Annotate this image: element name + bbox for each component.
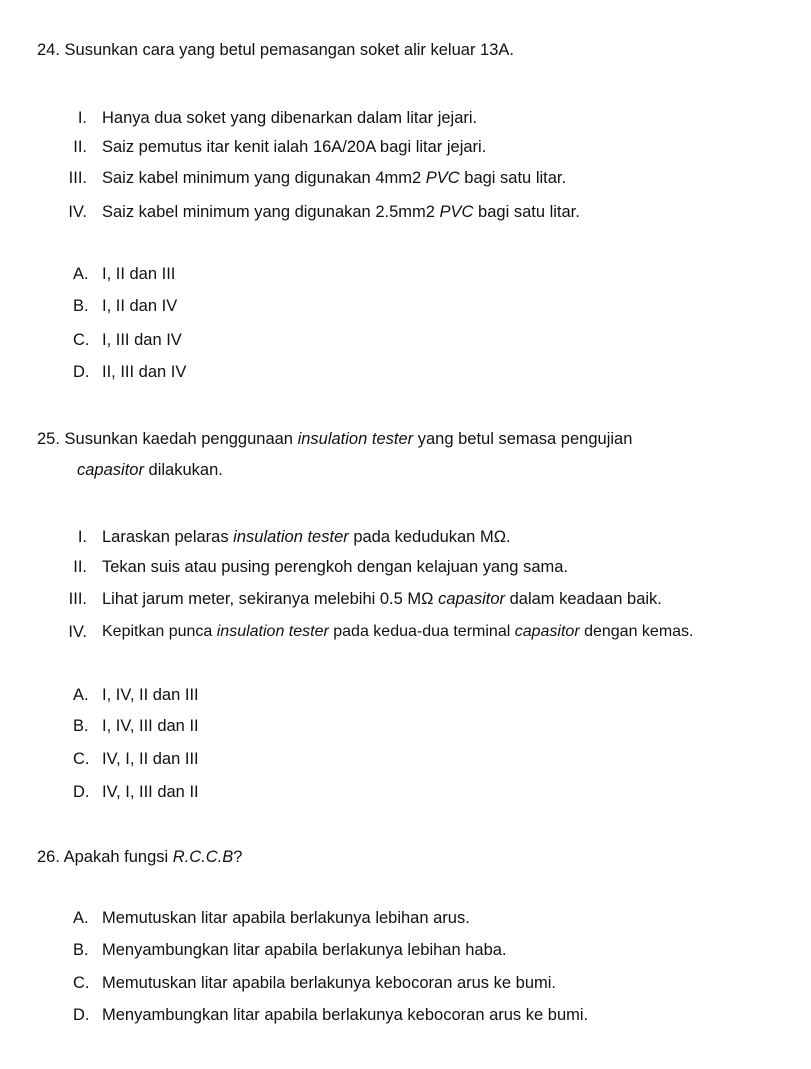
option-text: I, III dan IV [102, 331, 182, 349]
roman-numeral: II. [73, 138, 87, 156]
option-letter: D. [73, 1006, 90, 1024]
option-letter: A. [73, 686, 89, 704]
roman-numeral: I. [77, 109, 87, 127]
option-text: II, III dan IV [102, 363, 187, 381]
option-letter: B. [73, 941, 89, 959]
option-text: Memutuskan litar apabila berlakunya kebocoran arus ke bumi. [102, 974, 556, 992]
roman-numeral: III. [68, 590, 87, 608]
roman-numeral: III. [68, 169, 87, 187]
statement-text: Saiz kabel minimum yang digunakan 4mm2 PVC bagi satu litar. [102, 169, 567, 187]
question-25-continuation: capasitor dilakukan. [77, 461, 223, 479]
option-text: I, II dan III [102, 265, 176, 283]
question-26: 26. Apakah fungsi R.C.C.B? [37, 848, 243, 866]
statement-text: Laraskan pelaras insulation tester pada kedudukan MΩ. [102, 528, 511, 546]
option-text: I, II dan IV [102, 297, 178, 315]
option-text: I, IV, II dan III [102, 686, 199, 704]
option-letter: B. [73, 717, 89, 735]
statement-text: Hanya dua soket yang dibenarkan dalam litar jejari. [102, 109, 478, 127]
option-letter: C. [73, 331, 90, 349]
option-text: Menyambungkan litar apabila berlakunya lebihan haba. [102, 941, 507, 959]
roman-numeral: IV. [68, 203, 87, 221]
question-25: 25. Susunkan kaedah penggunaan insulation tester yang betul semasa pengujian [37, 430, 633, 448]
question-24: 24. Susunkan cara yang betul pemasangan soket alir keluar 13A. [37, 41, 514, 59]
statement-text: Tekan suis atau pusing perengkoh dengan kelajuan yang sama. [102, 558, 568, 576]
statement-text: Lihat jarum meter, sekiranya melebihi 0.5 MΩ capasitor dalam keadaan baik. [102, 590, 662, 608]
statement-text: Saiz kabel minimum yang digunakan 2.5mm2 PVC bagi satu litar. [102, 203, 580, 221]
option-letter: A. [73, 265, 89, 283]
option-text: IV, I, II dan III [102, 750, 199, 768]
roman-numeral: I. [77, 528, 87, 546]
option-letter: C. [73, 974, 90, 992]
statement-text: Kepitkan punca insulation tester pada kedua-dua terminal capasitor dengan kemas. [102, 623, 694, 640]
option-letter: A. [73, 909, 89, 927]
option-text: Menyambungkan litar apabila berlakunya kebocoran arus ke bumi. [102, 1006, 589, 1024]
option-text: Memutuskan litar apabila berlakunya lebihan arus. [102, 909, 470, 927]
option-letter: C. [73, 750, 90, 768]
option-letter: B. [73, 297, 89, 315]
option-letter: D. [73, 783, 90, 801]
statement-text: Saiz pemutus itar kenit ialah 16A/20A bagi litar jejari. [102, 138, 487, 156]
option-text: IV, I, III dan II [102, 783, 199, 801]
option-text: I, IV, III dan II [102, 717, 199, 735]
roman-numeral: II. [73, 558, 87, 576]
roman-numeral: IV. [68, 623, 87, 641]
option-letter: D. [73, 363, 90, 381]
